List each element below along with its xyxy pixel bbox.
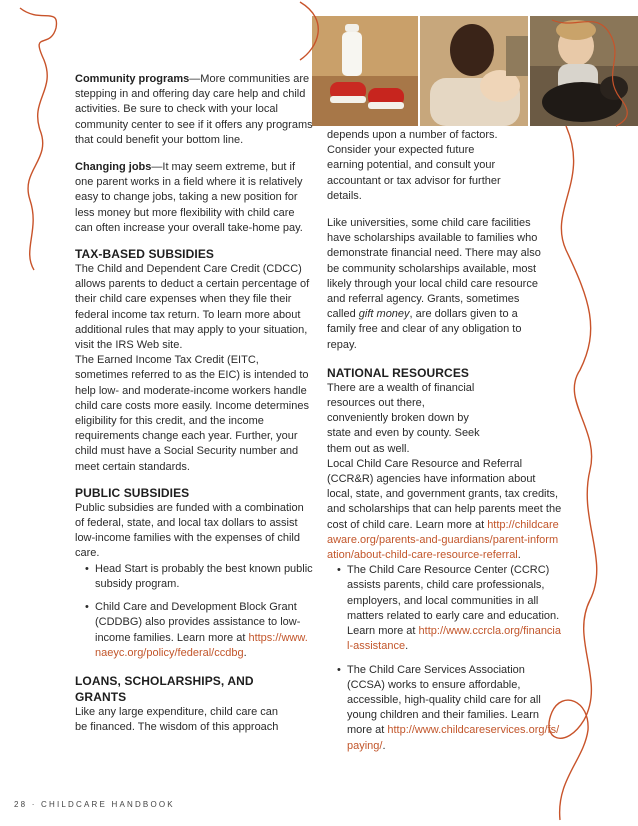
head-start-text: Head Start is probably the best known public subsidy program. <box>95 562 313 590</box>
eitc-paragraph: The Earned Income Tax Credit (EITC, sometimes referred to as the EIC) is intended to help low- and moderate-income workers handle child care costs more easily. Income determines eligibility for this credit, and the income requirements change each year. Further, your child must have a Social Security number and meet certain standards. <box>75 354 309 473</box>
ccrr-paragraph <box>327 457 562 563</box>
list-item <box>87 562 313 592</box>
ccrc-text: The Child Care Resource Center (CCRC) assists parents, child care professionals, employers, and local communities in all matters related to early care and education. Learn more at <box>347 564 560 638</box>
national-resources-heading: NATIONAL RESOURCES <box>327 365 470 380</box>
naeyc-link[interactable]: https://www.naeyc.org/policy/federal/ccdbg <box>95 631 308 659</box>
scholarships-paragraph <box>327 216 549 353</box>
community-programs-label: Community programs <box>75 73 190 85</box>
ccsa-period: . <box>382 739 386 752</box>
ccdbg-period: . <box>243 646 247 659</box>
changing-jobs-text: —It may seem extreme, but if one parent works in a field where it is relatively easy to change jobs, taking a new position for less money but more flexibility with child care can often increase your overall take-home pay. <box>75 161 303 234</box>
community-programs-paragraph <box>75 72 313 148</box>
page-footer: 28 · CHILDCARE HANDBOOK <box>14 800 175 809</box>
left-column <box>75 72 313 735</box>
ccrcla-link[interactable]: http://www.ccrcla.org/financial-assistance <box>347 625 561 653</box>
child-dog-photo <box>530 16 638 126</box>
gift-money-text: gift money <box>358 308 410 321</box>
national-resources-list <box>327 563 562 753</box>
childcareaware-link[interactable]: http://childcareaware.org/parents-and-guardians/parent-information/about-child-care-resource-referral <box>327 518 559 562</box>
tax-based-subsidies-heading: TAX-BASED SUBSIDIES <box>75 247 215 262</box>
baby-bottle-shoes-photo <box>312 16 418 126</box>
loans-scholarships-grants-heading: LOANS, SCHOLARSHIPS, AND GRANTS <box>75 673 254 704</box>
scholarships-text: Like universities, some child care facilities have scholarships available to families who demonstrate financial need. There may also be community scholarships available, most likely through your local child care resource and referral agency. Grants, sometimes called <box>327 217 541 321</box>
changing-jobs-paragraph <box>75 160 313 236</box>
national-resources-intro: There are a wealth of financial resources out there, conveniently broken down by state and even by county. Seek them out as well. <box>327 381 480 455</box>
public-subsidies-heading: PUBLIC SUBSIDIES <box>75 485 190 500</box>
public-subsidies-list <box>75 562 313 661</box>
continuation-paragraph: depends upon a number of factors. Consider your expected future earning potential, and consult your accountant or tax advisor for further details. <box>327 129 501 202</box>
ccsa-text: The Child Care Services Association (CCSA) works to ensure affordable, accessible, high-quality child care for all young children and their families. Learn more at <box>347 663 541 737</box>
loans-text: Like any large expenditure, child care can be financed. The wisdom of this approach <box>75 705 279 734</box>
list-item <box>339 563 562 654</box>
cdcc-paragraph: The Child and Dependent Care Credit (CDCC) allows parents to deduct a certain percentage of their child care expenses when they file their federal income tax return. To learn more about additional rules that may apply to your situation, visit the IRS Web site. <box>75 263 310 352</box>
ccrr-text: Local Child Care Resource and Referral (CCR&R) agencies have information about local, state, and government grants, tax credits, and scholarships that can help parents meet the cost of child care. Learn more at <box>327 457 562 531</box>
ccrr-period: . <box>517 549 521 562</box>
changing-jobs-label: Changing jobs <box>75 161 152 174</box>
list-item <box>87 600 313 661</box>
right-column <box>327 128 562 762</box>
scholarships-text-end: , are dollars given to a family free and clear of any obligation to repay. <box>327 308 522 351</box>
ccrc-period: . <box>405 640 409 653</box>
childcareservices-link[interactable]: http://www.childcareservices.org/fs/paying/ <box>347 724 560 752</box>
ccdbg-text: Child Care and Development Block Grant (CDDBG) also provides assistance to low-income families. Learn more at <box>95 601 301 644</box>
father-baby-photo <box>420 16 528 126</box>
list-item <box>339 663 562 754</box>
community-programs-text: —More communities are stepping in and offering day care help and child activities. Be sure to check with your local community center to see if it offers any programs that could benefit your bottom line. <box>75 73 313 146</box>
public-subsidies-text: Public subsidies are funded with a combination of federal, state, and local tax dollars to assist low-income families with the expenses of child care. <box>75 501 304 560</box>
photo-strip <box>312 16 638 126</box>
